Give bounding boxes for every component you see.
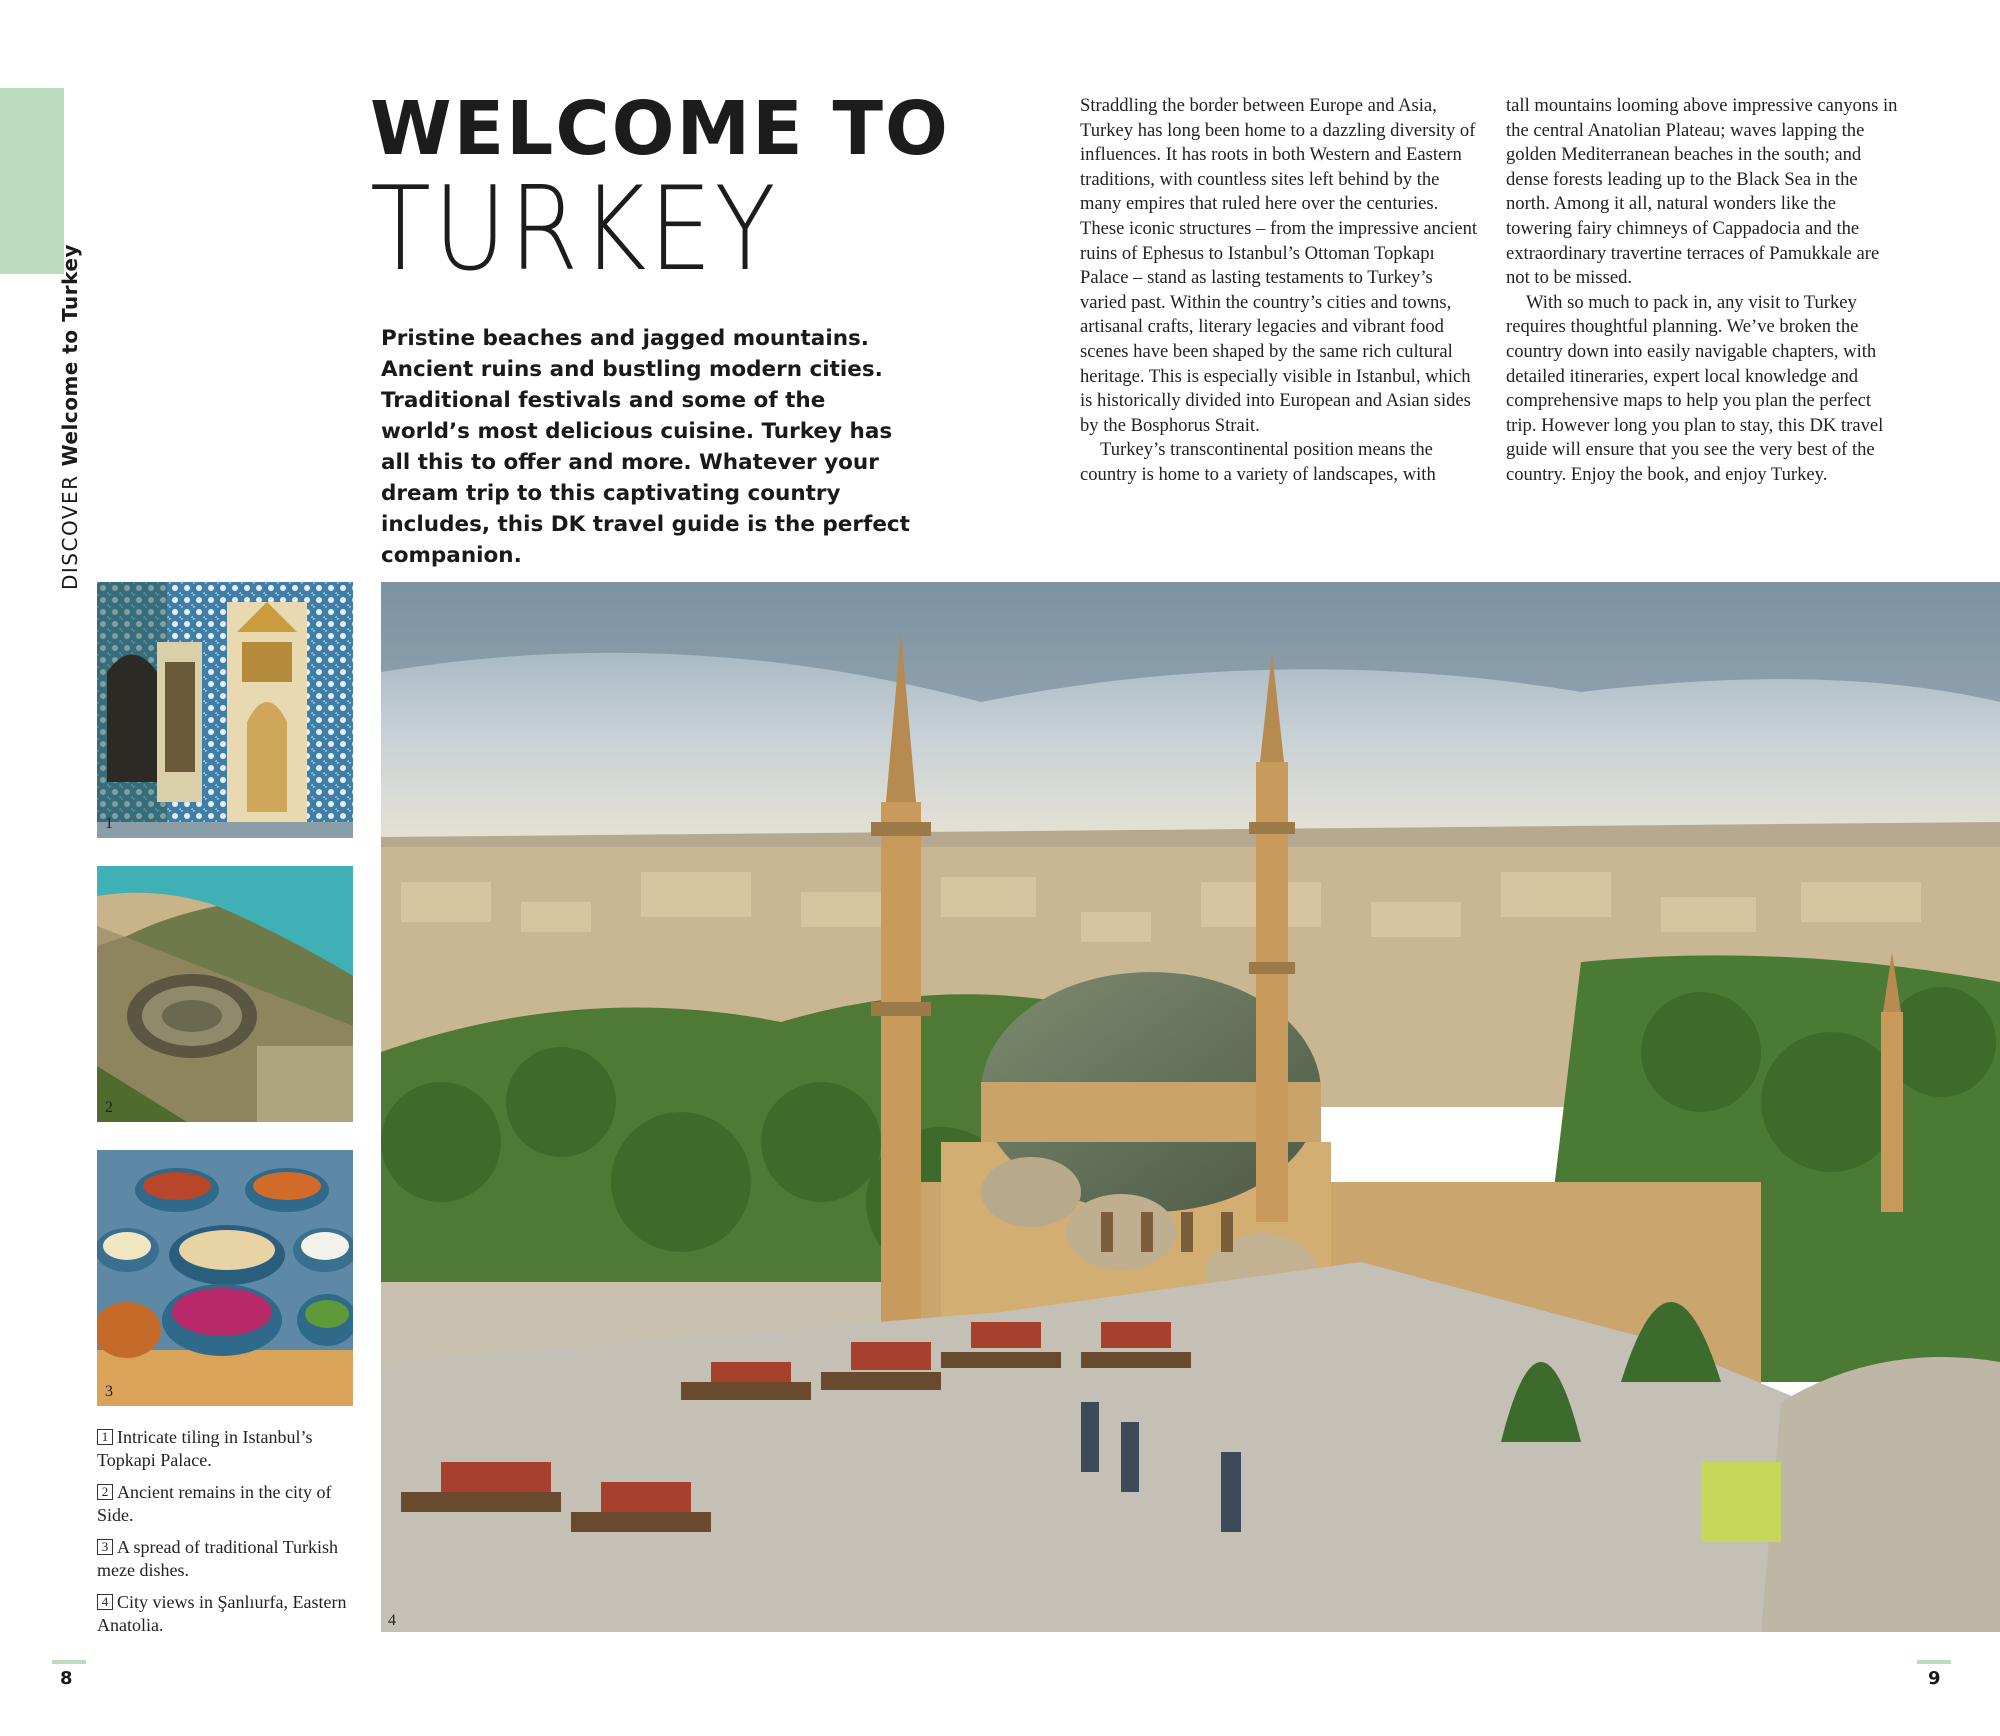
- caption-number: 2: [97, 1484, 113, 1500]
- caption-item: [97, 1481, 357, 1527]
- caption-item: [97, 1536, 357, 1582]
- body-paragraph: Turkey’s transcontinental position means the country is home to a variety of landscapes, with: [1080, 439, 1436, 485]
- caption-text: City views in Şanlıurfa, Eastern Anatolia.: [97, 1592, 347, 1635]
- photo-number: 4: [388, 1612, 396, 1629]
- page-number-left: 8: [60, 1668, 73, 1689]
- title-line-1: WELCOME TO: [370, 86, 950, 172]
- body-column-2: [1506, 94, 1906, 488]
- caption-text: Ancient remains in the city of Side.: [97, 1482, 332, 1525]
- caption-number: 3: [97, 1539, 113, 1555]
- caption-text: Intricate tiling in Istanbul’s Topkapi Palace.: [97, 1427, 313, 1470]
- body-paragraph: tall mountains looming above impressive canyons in the central Anatolian Plateau; waves lapping the golden Mediterranean beaches in the south; and dense forests leading up to the Black Sea in the north. Among it all, natural wonders like the towering fairy chimneys of Cappadocia and the extraordinary travertine terraces of Pamukkale are not to be missed.: [1506, 95, 1898, 289]
- folio-rule-right: [1917, 1660, 1951, 1664]
- body-paragraph: Straddling the border between Europe and Asia, Turkey has long been home to a dazzling diversity of influences. It has roots in both Western and Eastern traditions, with countless sites left behind by the many empires that ruled here over the centuries. These iconic structures – from the impressive ancient ruins of Ephesus to Istanbul’s Ottoman Topkapı Palace – stand as lasting testaments to Turkey’s varied past. Within the country’s cities and towns, artisanal crafts, literary legacies and vibrant food scenes have been shaped by the same rich cultural heritage. This is especially visible in Istanbul, which is historically divided into European and Asian sides by the Bosphorus Strait.: [1080, 95, 1478, 436]
- caption-number: 4: [97, 1594, 113, 1610]
- photo-side-ruins: [97, 866, 353, 1122]
- body-paragraph: With so much to pack in, any visit to Turkey requires thoughtful planning. We’ve broken the country down into easily navigable chapters, with detailed itineraries, expert local knowledge and comprehensive maps to help you plan the perfect trip. However long you plan to stay, this DK travel guide will ensure that you see the very best of the country. Enjoy the book, and enjoy Turkey.: [1506, 291, 1884, 485]
- intro-paragraph: Pristine beaches and jagged mountains. Ancient ruins and bustling modern cities. Traditional festivals and some of the world’s most delicious cuisine. Turkey has all this to offer and more. Whatever your dream trip to this captivating country includes, this DK travel guide is the perfect companion.: [381, 326, 910, 568]
- caption-number: 1: [97, 1429, 113, 1445]
- page-title: [370, 86, 950, 297]
- photo-captions: [97, 1426, 357, 1646]
- running-head-kicker: DISCOVER: [58, 474, 82, 590]
- section-running-head: [58, 244, 82, 590]
- running-head-section: Welcome to Turkey: [58, 244, 82, 467]
- photo-sanliurfa-mosque: [381, 582, 2000, 1632]
- caption-item: [97, 1591, 357, 1637]
- caption-item: [97, 1426, 357, 1472]
- folio-rule-left: [52, 1660, 86, 1664]
- title-line-2: TURKEY: [370, 162, 779, 297]
- section-tab-marker: [0, 88, 64, 274]
- photo-number: 3: [105, 1383, 113, 1400]
- photo-number: 1: [105, 815, 113, 832]
- body-column-1: [1080, 94, 1480, 488]
- photo-topkapi-tiling: [97, 582, 353, 838]
- photo-number: 2: [105, 1099, 113, 1116]
- page-number-right: 9: [1928, 1668, 1941, 1689]
- caption-text: A spread of traditional Turkish meze dishes.: [97, 1537, 338, 1580]
- photo-meze-spread: [97, 1150, 353, 1406]
